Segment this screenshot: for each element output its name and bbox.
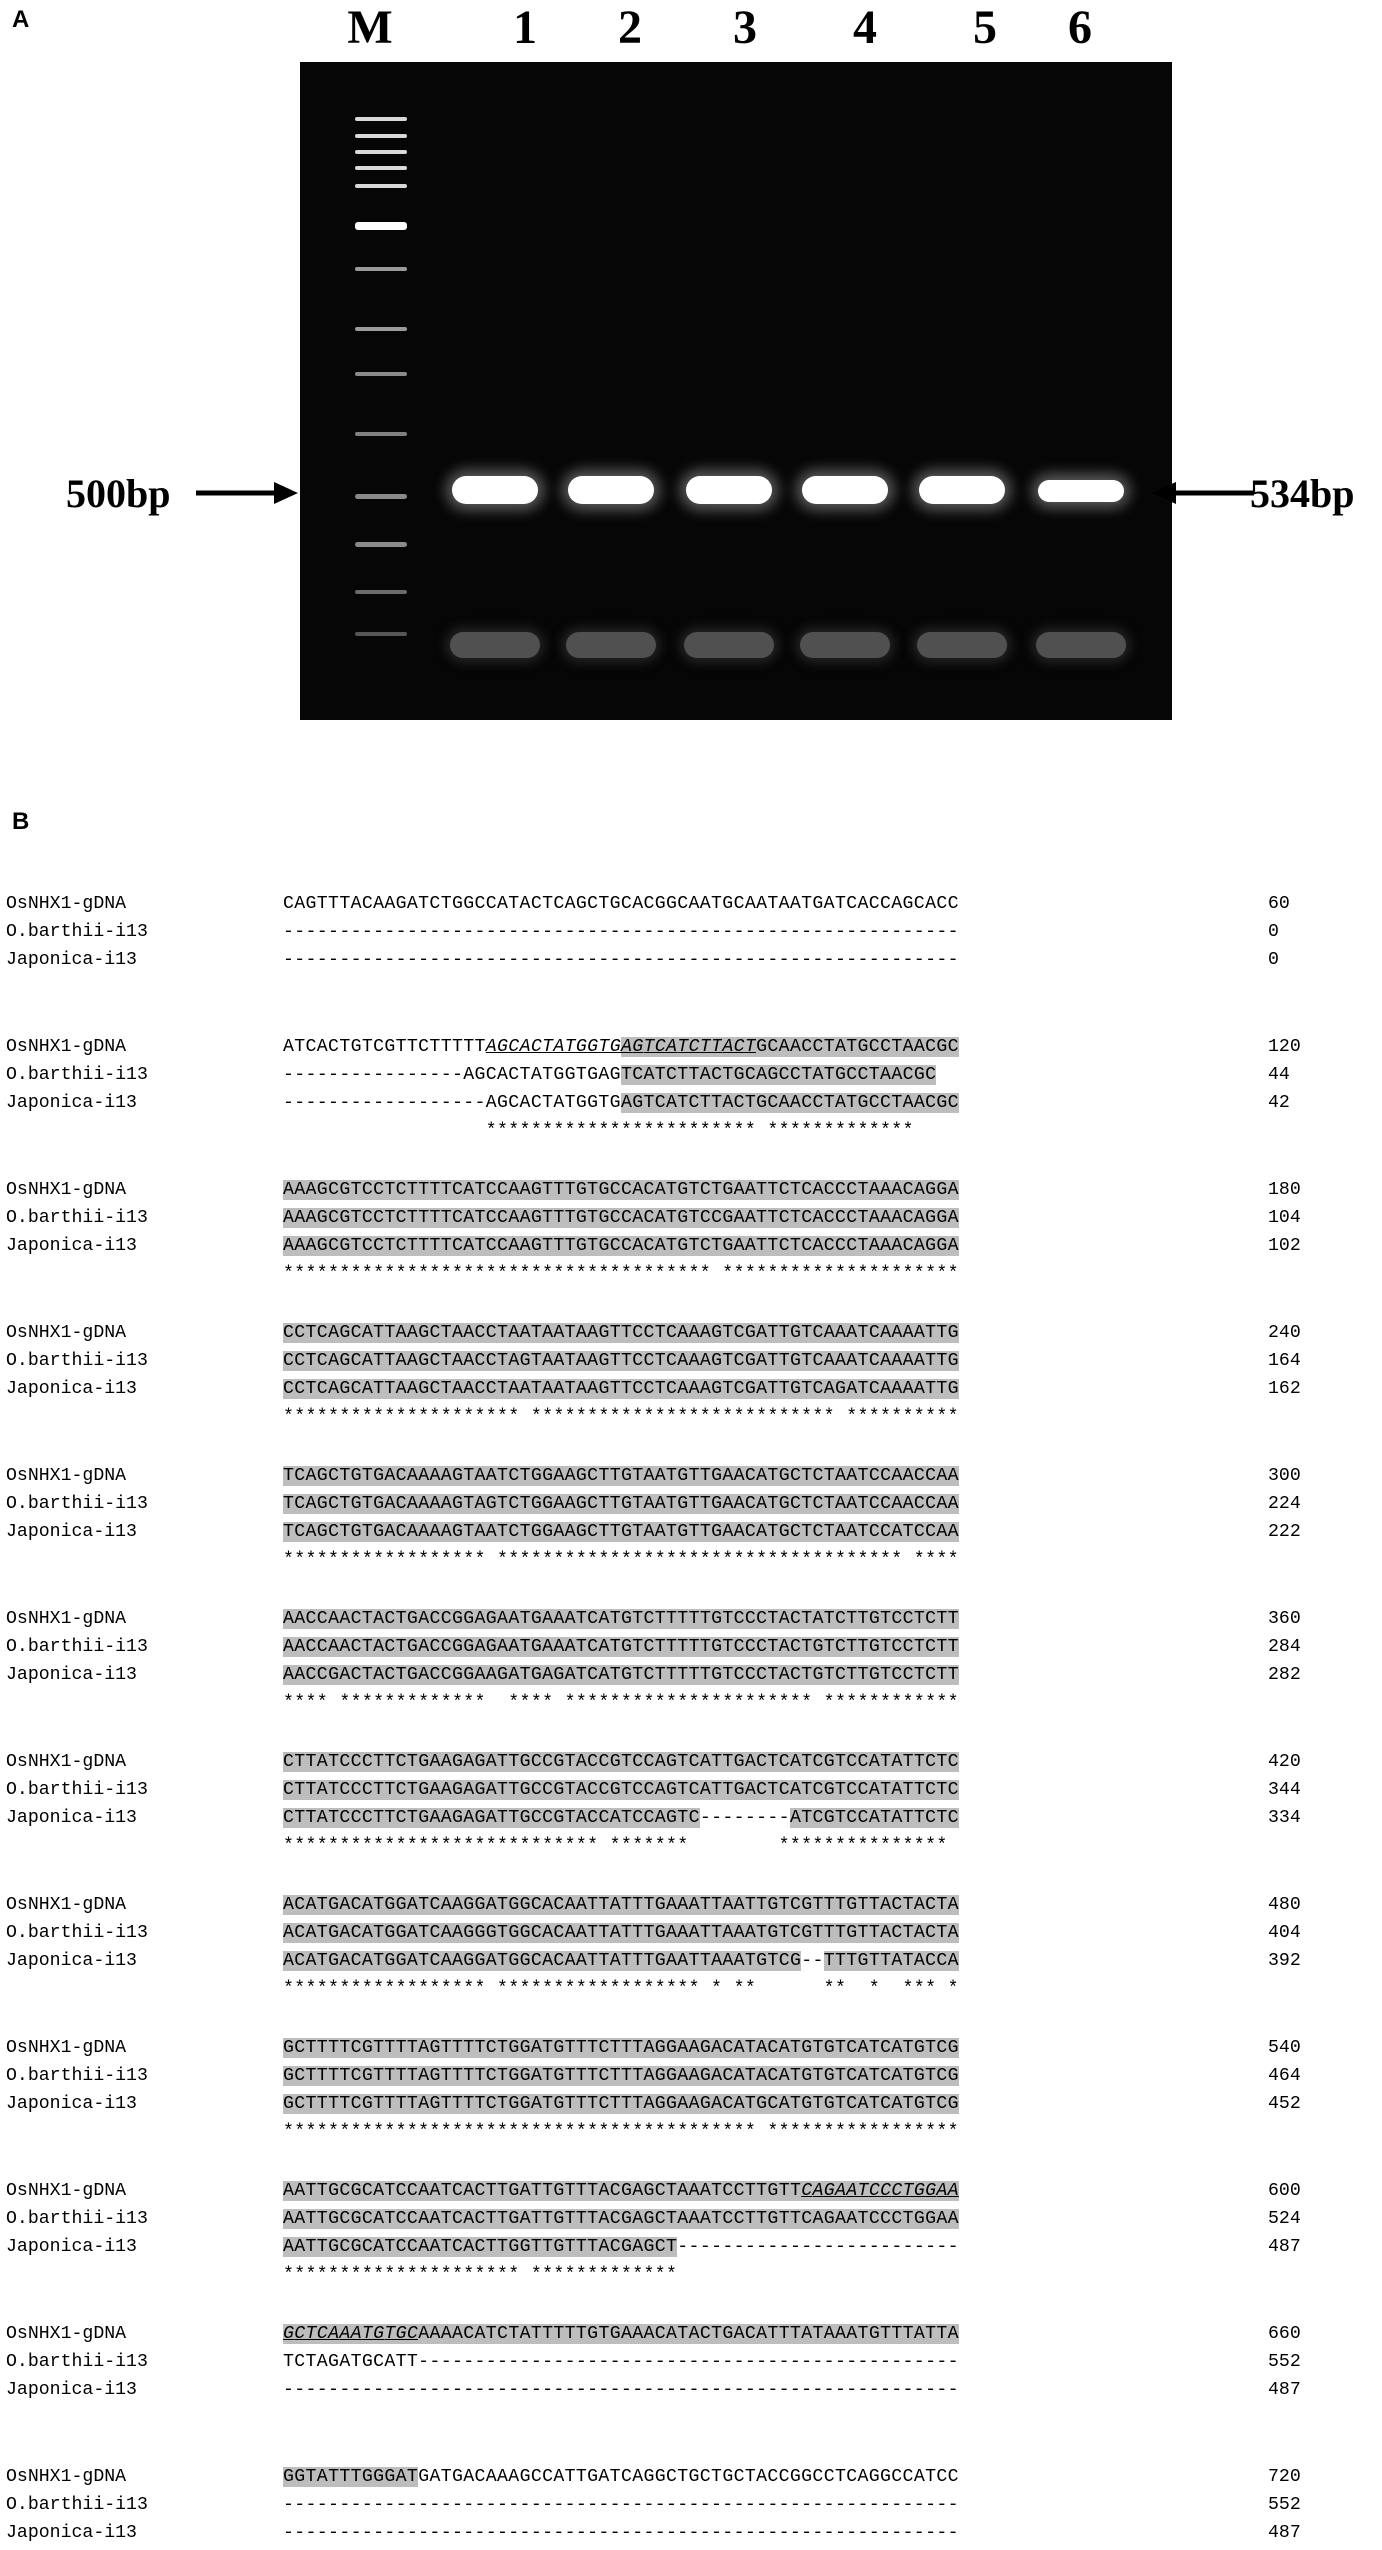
ladder-band <box>355 150 407 154</box>
sequence-name: Japonica-i13 <box>6 1808 137 1828</box>
position-number: 42 <box>1268 1093 1290 1113</box>
sequence-text: GCTTTTCGTTTTAGTTTTCTGGATGTTTCTTTAGGAAGACATACATGTGTCATCATGTCG <box>283 2038 959 2058</box>
position-number: 60 <box>1268 894 1290 914</box>
position-number: 487 <box>1268 2523 1301 2543</box>
primer-band <box>917 632 1007 658</box>
primer-band <box>1036 632 1126 658</box>
sequence-name: Japonica-i13 <box>6 1522 137 1542</box>
consensus-line: ****************** ************************************ **** <box>283 1550 959 1570</box>
position-number: 404 <box>1268 1923 1301 1943</box>
sample-band-5 <box>919 476 1005 504</box>
sequence-name: Japonica-i13 <box>6 2523 137 2543</box>
sequence-name: Japonica-i13 <box>6 950 137 970</box>
position-number: 0 <box>1268 950 1279 970</box>
ladder-band <box>355 267 407 271</box>
sequence-text: CTTATCCCTTCTGAAGAGATTGCCGTACCATCCAGTC--------ATCGTCCATATTCTC <box>283 1808 959 1828</box>
sequence-text: ------------------------------------------------------------ <box>283 2495 959 2515</box>
ladder-band <box>355 372 407 376</box>
position-number: 524 <box>1268 2209 1301 2229</box>
sequence-name: OsNHX1-gDNA <box>6 1895 127 1915</box>
primer-band <box>684 632 774 658</box>
ladder-band <box>355 166 407 170</box>
ladder-band <box>355 590 407 594</box>
sequence-text: AAAGCGTCCTCTTTTCATCCAAGTTTGTGCCACATGTCTGAATTCTCACCCTAAACAGGA <box>283 1180 959 1200</box>
position-number: 284 <box>1268 1637 1301 1657</box>
ladder-band <box>355 134 407 138</box>
ladder-band <box>355 222 407 230</box>
sequence-text: AACCAACTACTGACCGGAGAATGAAATCATGTCTTTTTGTCCCTACTATCTTGTCCTCTT <box>283 1609 959 1629</box>
marker-500bp: 500bp <box>66 471 171 516</box>
consensus-line: **************************** ******* *************** <box>283 1836 948 1856</box>
sequence-name: OsNHX1-gDNA <box>6 1752 127 1772</box>
sequence-name: OsNHX1-gDNA <box>6 1323 127 1343</box>
sequence-name: OsNHX1-gDNA <box>6 2038 127 2058</box>
position-number: 164 <box>1268 1351 1301 1371</box>
sequence-name: O.barthii-i13 <box>6 2066 148 2086</box>
sequence-name: Japonica-i13 <box>6 1093 137 1113</box>
sequence-text: TCAGCTGTGACAAAAGTAGTCTGGAAGCTTGTAATGTTGAACATGCTCTAATCCAACCAA <box>283 1494 959 1514</box>
sequence-name: OsNHX1-gDNA <box>6 2324 127 2344</box>
panel-a-label: A <box>12 6 30 33</box>
arrow-left-icon <box>1150 478 1254 508</box>
sample-band-3 <box>686 476 772 504</box>
sequence-text: GCTCAAATGTGCAAAACATCTATTTTTGTGAAACATACTGACATTTATAAATGTTTATTA <box>283 2324 959 2344</box>
ladder-band <box>355 542 407 547</box>
position-number: 552 <box>1268 2495 1301 2515</box>
position-number: 300 <box>1268 1466 1301 1486</box>
sequence-name: O.barthii-i13 <box>6 1494 148 1514</box>
sequence-name: OsNHX1-gDNA <box>6 1609 127 1629</box>
sequence-text: CAGTTTACAAGATCTGGCCATACTCAGCTGCACGGCAATGCAATAATGATCACCAGCACC <box>283 894 959 914</box>
position-number: 240 <box>1268 1323 1301 1343</box>
sequence-name: OsNHX1-gDNA <box>6 1180 127 1200</box>
sequence-text: CTTATCCCTTCTGAAGAGATTGCCGTACCGTCCAGTCATTGACTCATCGTCCATATTCTC <box>283 1752 959 1772</box>
primer-band <box>800 632 890 658</box>
sequence-name: Japonica-i13 <box>6 1236 137 1256</box>
sequence-text: AATTGCGCATCCAATCACTTGGTTGTTTACGAGCT------------------------- <box>283 2237 959 2257</box>
sequence-text: CCTCAGCATTAAGCTAACCTAATAATAAGTTCCTCAAAGTCGATTGTCAGATCAAAATTG <box>283 1379 959 1399</box>
lane-label-2: 2 <box>618 1 642 54</box>
sequence-name: Japonica-i13 <box>6 2237 137 2257</box>
sequence-text: AACCGACTACTGACCGGAAGATGAGATCATGTCTTTTTGTCCCTACTGTCTTGTCCTCTT <box>283 1665 959 1685</box>
sequence-name: Japonica-i13 <box>6 2094 137 2114</box>
sequence-name: O.barthii-i13 <box>6 1351 148 1371</box>
arrow-right-icon <box>196 478 300 508</box>
position-number: 720 <box>1268 2467 1301 2487</box>
sequence-name: O.barthii-i13 <box>6 2495 148 2515</box>
sequence-name: OsNHX1-gDNA <box>6 2181 127 2201</box>
sequence-text: AATTGCGCATCCAATCACTTGATTGTTTACGAGCTAAATCCTTGTTCAGAATCCCTGGAA <box>283 2181 959 2201</box>
sequence-text: ------------------------------------------------------------ <box>283 2523 959 2543</box>
sequence-name: O.barthii-i13 <box>6 1780 148 1800</box>
lane-label-5: 5 <box>973 1 997 54</box>
sequence-name: Japonica-i13 <box>6 2380 137 2400</box>
sample-band-2 <box>568 476 654 504</box>
position-number: 464 <box>1268 2066 1301 2086</box>
position-number: 480 <box>1268 1895 1301 1915</box>
sequence-text: ------------------------------------------------------------ <box>283 922 959 942</box>
position-number: 487 <box>1268 2380 1301 2400</box>
sequence-name: OsNHX1-gDNA <box>6 1037 127 1057</box>
ladder-band <box>355 432 407 436</box>
ladder-band <box>355 117 407 121</box>
position-number: 344 <box>1268 1780 1301 1800</box>
sequence-text: AACCAACTACTGACCGGAGAATGAAATCATGTCTTTTTGTCCCTACTGTCTTGTCCTCTT <box>283 1637 959 1657</box>
sample-band-4 <box>802 476 888 504</box>
lane-label-3: 3 <box>733 1 757 54</box>
sequence-text: GCTTTTCGTTTTAGTTTTCTGGATGTTTCTTTAGGAAGACATACATGTGTCATCATGTCG <box>283 2066 959 2086</box>
sequence-text: TCTAGATGCATT------------------------------------------------ <box>283 2352 959 2372</box>
ladder-band <box>355 632 407 636</box>
sequence-name: OsNHX1-gDNA <box>6 1466 127 1486</box>
lane-label-4: 4 <box>853 1 877 54</box>
sequence-text: ------------------AGCACTATGGTGAGTCATCTTACTGCAACCTATGCCTAACGC <box>283 1093 959 1113</box>
sequence-name: OsNHX1-gDNA <box>6 894 127 914</box>
sequence-name: O.barthii-i13 <box>6 1923 148 1943</box>
consensus-line: ********************* ************* <box>283 2265 678 2285</box>
ladder-band <box>355 494 407 499</box>
position-number: 222 <box>1268 1522 1301 1542</box>
sequence-text: TCAGCTGTGACAAAAGTAATCTGGAAGCTTGTAATGTTGAACATGCTCTAATCCAACCAA <box>283 1466 959 1486</box>
sequence-name: Japonica-i13 <box>6 1379 137 1399</box>
sequence-text: ATCACTGTCGTTCTTTTTAGCACTATGGTGAGTCATCTTACTGCAACCTATGCCTAACGC <box>283 1037 959 1057</box>
position-number: 540 <box>1268 2038 1301 2058</box>
ladder-band <box>355 184 407 188</box>
sequence-name: Japonica-i13 <box>6 1665 137 1685</box>
position-number: 104 <box>1268 1208 1301 1228</box>
position-number: 224 <box>1268 1494 1301 1514</box>
sequence-text: AAAGCGTCCTCTTTTCATCCAAGTTTGTGCCACATGTCCGAATTCTCACCCTAAACAGGA <box>283 1208 959 1228</box>
sequence-text: AATTGCGCATCCAATCACTTGATTGTTTACGAGCTAAATCCTTGTTCAGAATCCCTGGAA <box>283 2209 959 2229</box>
position-number: 552 <box>1268 2352 1301 2372</box>
sequence-text: CCTCAGCATTAAGCTAACCTAATAATAAGTTCCTCAAAGTCGATTGTCAAATCAAAATTG <box>283 1323 959 1343</box>
sample-band-6 <box>1038 480 1124 502</box>
lane-label-1: 1 <box>513 1 537 54</box>
position-number: 162 <box>1268 1379 1301 1399</box>
sequence-text: GGTATTTGGGATGATGACAAAGCCATTGATCAGGCTGCTGCTACCGGCCTCAGGCCATCC <box>283 2467 959 2487</box>
primer-band <box>450 632 540 658</box>
sequence-text: ACATGACATGGATCAAGGATGGCACAATTATTTGAATTAAATGTCG--TTTGTTATACCA <box>283 1951 959 1971</box>
sequence-name: O.barthii-i13 <box>6 1065 148 1085</box>
sequence-text: ------------------------------------------------------------ <box>283 950 959 970</box>
sequence-text: CCTCAGCATTAAGCTAACCTAGTAATAAGTTCCTCAAAGTCGATTGTCAAATCAAAATTG <box>283 1351 959 1371</box>
position-number: 334 <box>1268 1808 1301 1828</box>
position-number: 487 <box>1268 2237 1301 2257</box>
sequence-text: ACATGACATGGATCAAGGGTGGCACAATTATTTGAAATTAAATGTCGTTTGTTACTACTA <box>283 1923 959 1943</box>
position-number: 420 <box>1268 1752 1301 1772</box>
sequence-text: GCTTTTCGTTTTAGTTTTCTGGATGTTTCTTTAGGAAGACATGCATGTGTCATCATGTCG <box>283 2094 959 2114</box>
marker-534bp: 534bp <box>1250 471 1355 516</box>
position-number: 660 <box>1268 2324 1301 2344</box>
consensus-line: **** ************* **** ********************** ************ <box>283 1693 959 1713</box>
panel-b-label: B <box>12 808 30 835</box>
sequence-text: ----------------AGCACTATGGTGAGTCATCTTACTGCAGCCTATGCCTAACGC <box>283 1065 937 1085</box>
sequence-name: OsNHX1-gDNA <box>6 2467 127 2487</box>
consensus-line: ****************************************** ***************** <box>283 2122 959 2142</box>
position-number: 282 <box>1268 1665 1301 1685</box>
sequence-name: O.barthii-i13 <box>6 1637 148 1657</box>
gel-image <box>300 62 1172 720</box>
lane-label-6: 6 <box>1068 1 1092 54</box>
position-number: 452 <box>1268 2094 1301 2114</box>
sample-band-1 <box>452 476 538 504</box>
sequence-name: O.barthii-i13 <box>6 2209 148 2229</box>
sequence-text: ------------------------------------------------------------ <box>283 2380 959 2400</box>
position-number: 120 <box>1268 1037 1301 1057</box>
lane-label-m: M <box>347 1 393 54</box>
position-number: 102 <box>1268 1236 1301 1256</box>
position-number: 0 <box>1268 922 1279 942</box>
sequence-text: ACATGACATGGATCAAGGATGGCACAATTATTTGAAATTAATTGTCGTTTGTTACTACTA <box>283 1895 959 1915</box>
consensus-line: ************************ ************* <box>283 1121 914 1141</box>
position-number: 180 <box>1268 1180 1301 1200</box>
sequence-text: TCAGCTGTGACAAAAGTAATCTGGAAGCTTGTAATGTTGAACATGCTCTAATCCATCCAA <box>283 1522 959 1542</box>
position-number: 392 <box>1268 1951 1301 1971</box>
consensus-line: ************************************** ********************* <box>283 1264 959 1284</box>
sequence-name: O.barthii-i13 <box>6 1208 148 1228</box>
sequence-text: CTTATCCCTTCTGAAGAGATTGCCGTACCGTCCAGTCATTGACTCATCGTCCATATTCTC <box>283 1780 959 1800</box>
position-number: 600 <box>1268 2181 1301 2201</box>
ladder-band <box>355 327 407 331</box>
consensus-line: ********************* *************************** ********** <box>283 1407 959 1427</box>
sequence-name: O.barthii-i13 <box>6 922 148 942</box>
sequence-text: AAAGCGTCCTCTTTTCATCCAAGTTTGTGCCACATGTCTGAATTCTCACCCTAAACAGGA <box>283 1236 959 1256</box>
primer-band <box>566 632 656 658</box>
sequence-name: O.barthii-i13 <box>6 2352 148 2372</box>
position-number: 360 <box>1268 1609 1301 1629</box>
sequence-name: Japonica-i13 <box>6 1951 137 1971</box>
position-number: 44 <box>1268 1065 1290 1085</box>
consensus-line: ****************** ****************** * ** ** * *** * <box>283 1979 959 1999</box>
